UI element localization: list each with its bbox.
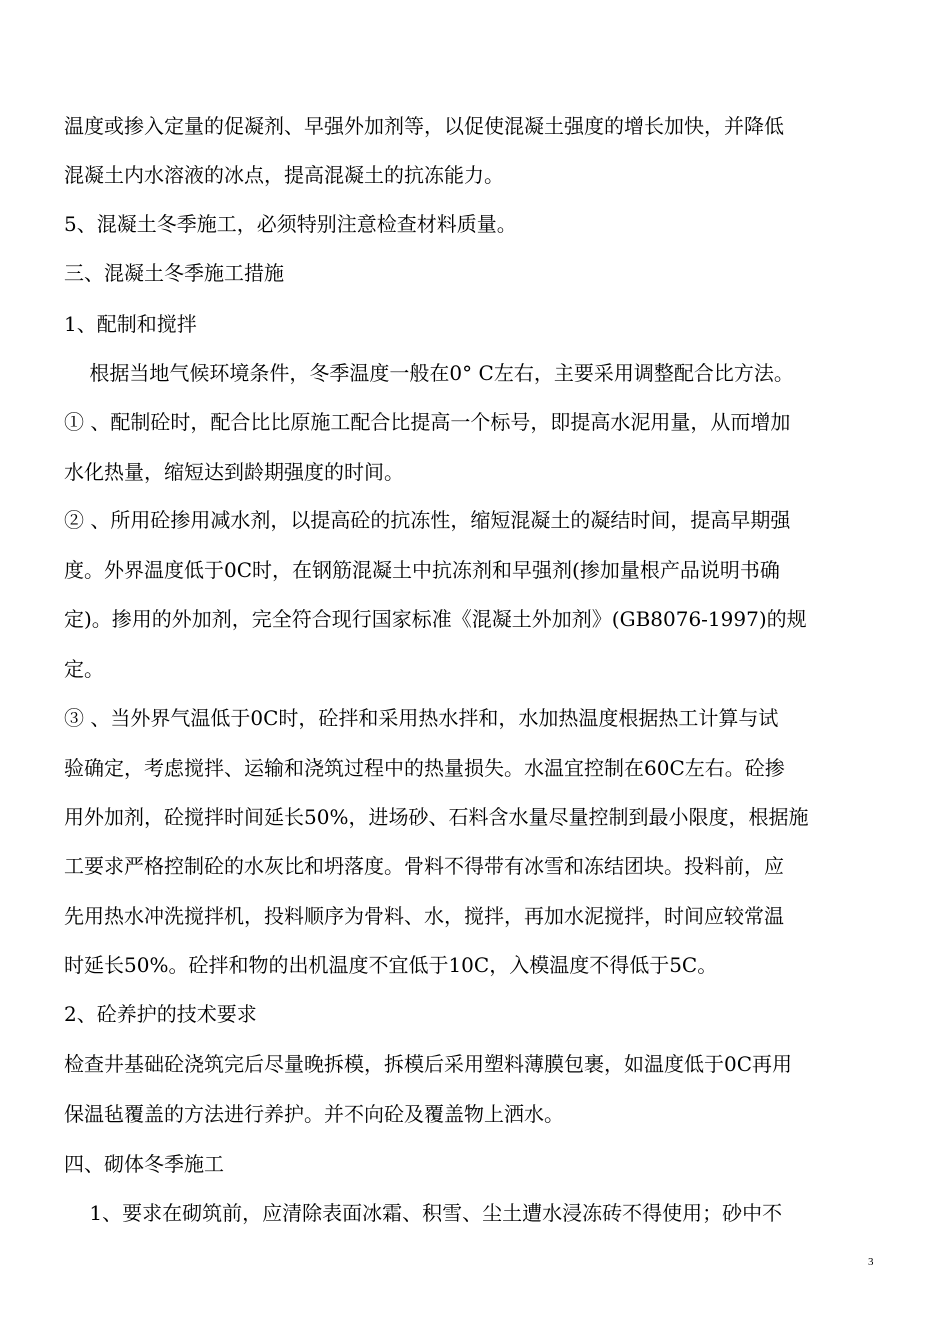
text-line: 度。外界温度低于0C时，在钢筋混凝土中抗冻剂和早强剂(掺加量根产品说明书确 bbox=[64, 558, 780, 582]
text-line: 先用热水冲洗搅拌机，投料顺序为骨料、水，搅拌，再加水泥搅拌，时间应较常温 bbox=[64, 904, 784, 928]
text-line: 工要求严格控制砼的水灰比和坍落度。骨料不得带有冰雪和冻结团块。投料前，应 bbox=[64, 854, 784, 878]
text-line: 保温毡覆盖的方法进行养护。并不向砼及覆盖物上洒水。 bbox=[64, 1102, 564, 1126]
text-line: 温度或掺入定量的促凝剂、早强外加剂等，以促使混凝土强度的增长加快，并降低 bbox=[64, 114, 784, 138]
text-line: ① 、配制砼时，配合比比原施工配合比提高一个标号，即提高水泥用量，从而增加 bbox=[64, 410, 791, 434]
text-line: 检查井基础砼浇筑完后尽量晚拆模，拆模后采用塑料薄膜包裹，如温度低于0C再用 bbox=[64, 1052, 793, 1076]
page-number: 3 bbox=[868, 1256, 874, 1268]
section-heading: 三、混凝土冬季施工措施 bbox=[64, 261, 284, 285]
text-line: 验确定，考虑搅拌、运输和浇筑过程中的热量损失。水温宜控制在60C左右。砼掺 bbox=[64, 756, 785, 780]
section-heading: 四、砌体冬季施工 bbox=[64, 1152, 224, 1176]
subsection-heading: 1、配制和搅拌 bbox=[64, 312, 197, 336]
subsection-heading: 2、砼养护的技术要求 bbox=[64, 1002, 257, 1026]
text-line: 水化热量，缩短达到龄期强度的时间。 bbox=[64, 460, 404, 484]
text-line: ② 、所用砼掺用减水剂，以提高砼的抗冻性，缩短混凝土的凝结时间，提高早期强 bbox=[64, 508, 791, 532]
text-line: 用外加剂，砼搅拌时间延长50%，进场砂、石料含水量尽量控制到最小限度，根据施 bbox=[64, 805, 809, 829]
text-line: 定)。掺用的外加剂，完全符合现行国家标准《混凝土外加剂》(GB8076-1997)的规 bbox=[64, 607, 807, 631]
text-line: 根据当地气候环境条件，冬季温度一般在0° C左右，主要采用调整配合比方法。 bbox=[64, 361, 794, 385]
text-line: ③ 、当外界气温低于0C时，砼拌和采用热水拌和，水加热温度根据热工计算与试 bbox=[64, 706, 779, 730]
text-line: 混凝土内水溶液的冰点，提高混凝土的抗冻能力。 bbox=[64, 163, 504, 187]
text-line: 时延长50%。砼拌和物的出机温度不宜低于10C，入模温度不得低于5C。 bbox=[64, 953, 718, 977]
text-line: 5、混凝土冬季施工，必须特别注意检查材料质量。 bbox=[64, 212, 517, 236]
text-line: 1、要求在砌筑前，应清除表面冰霜、积雪、尘土遭水浸冻砖不得使用；砂中不 bbox=[64, 1201, 783, 1225]
text-line: 定。 bbox=[64, 657, 104, 681]
